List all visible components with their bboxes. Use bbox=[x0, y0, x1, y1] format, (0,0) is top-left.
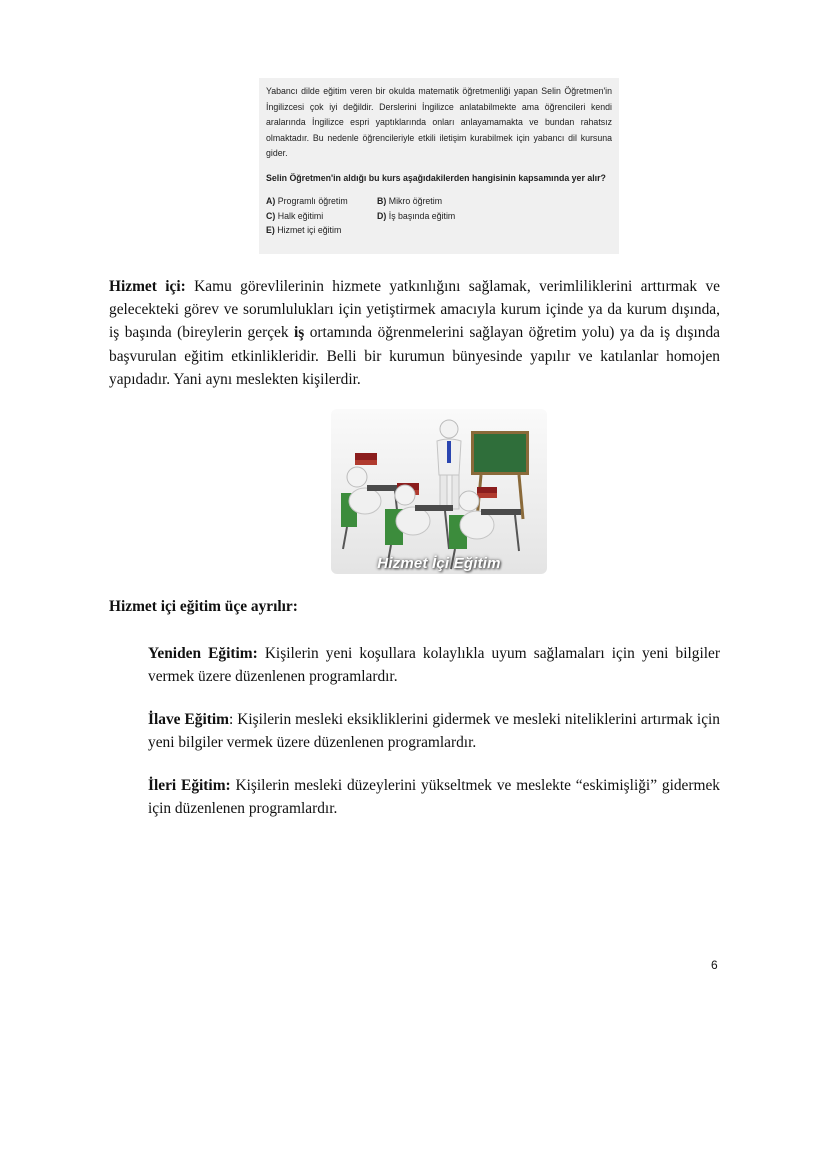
type-title: İleri Eğitim: bbox=[148, 777, 231, 794]
classroom-illustration bbox=[331, 409, 547, 574]
type-title: İlave Eğitim bbox=[148, 711, 229, 728]
option-b: B) Mikro öğretim bbox=[377, 196, 443, 206]
option-a: A) Programlı öğretim bbox=[266, 196, 348, 206]
option-e: E) Hizmet içi eğitim bbox=[266, 225, 342, 235]
in-service-training-illustration bbox=[331, 409, 547, 574]
question-box bbox=[259, 78, 619, 254]
option-d: D) İş başında eğitim bbox=[377, 210, 456, 221]
answer-options bbox=[266, 194, 612, 238]
question-paragraph: Yabancı dilde eğitim veren bir okulda matematik öğretmenliği yapan Selin Öğretmen'in İngilizcesi çok iyi değildir. Derslerini İngilizce anlatabilmekte ama öğrencileri kendi aralarında İngilizce espri yaptıklarında onları anlayamamakta ve bundan rahatsız olmaktadır. Bu nedenle öğrencileriyle etkili iletişim kurabilmek için yabancı dil kursuna gider. bbox=[266, 86, 612, 158]
page-number: 6 bbox=[711, 958, 718, 972]
question-stem: Selin Öğretmen'in aldığı bu kurs aşağıdakilerden hangisinin kapsamında yer alır? bbox=[266, 172, 606, 183]
type-title: Yeniden Eğitim: bbox=[148, 645, 258, 662]
definition-paragraph: Hizmet içi: Kamu görevlilerinin hizmete yatkınlığını sağlamak, verimliliklerini arttırmak ve gelecekteki görev ve sorumlulukları için yetiştirmek amacıyla kurum içinde ya da kurum dışında, iş başında (bireylerin gerçek iş ortamında öğrenmelerini sağlayan öğretim yolu) ya da iş dışında başvurulan eğitim etkinlikleridir. Belli bir kurumun bünyesinde yapılır ve katılanlar homojen yapıdadır. Yani aynı meslekten kişilerdir. bbox=[109, 278, 721, 388]
type-supplementary-training: İlave Eğitim: Kişilerin mesleki eksikliklerini gidermek ve mesleki niteliklerini artırmak için yeni bilgiler vermek üzere düzenlenen programlardır. bbox=[148, 711, 720, 752]
definition-term: Hizmet içi: bbox=[109, 278, 186, 295]
types-heading: Hizmet içi eğitim üçe ayrılır: bbox=[109, 598, 298, 615]
option-c: C) Halk eğitimi bbox=[266, 210, 324, 221]
type-advanced-training: İleri Eğitim: Kişilerin mesleki düzeylerini yükseltmek ve meslekte “eskimişliği” gidermek için düzenlenen programlardır. bbox=[148, 777, 720, 818]
illustration-caption: Hizmet İçi Eğitim bbox=[377, 555, 501, 572]
type-retraining: Yeniden Eğitim: Kişilerin yeni koşullara kolaylıkla uyum sağlamaları için yeni bilgiler vermek üzere düzenlenen programlardır. bbox=[148, 645, 720, 686]
